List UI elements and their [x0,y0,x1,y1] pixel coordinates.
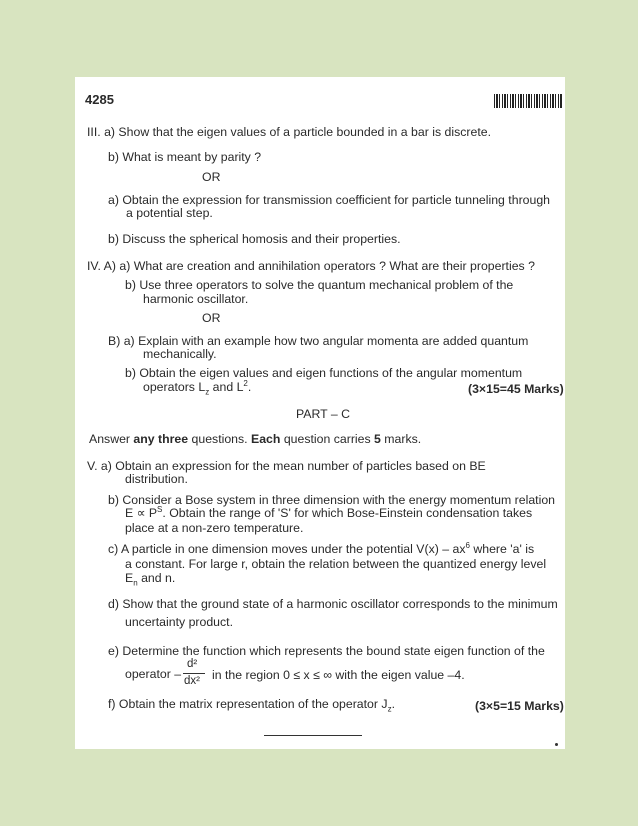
q3-alt-a-line2: a potential step. [126,206,213,220]
q4-marks: (3×15=45 Marks) [468,382,564,396]
q5-f: f) Obtain the matrix representation of the operator $J_z$. [108,697,395,714]
q4-b-line1: b) Use three operators to solve the quantum mechanical problem of the [125,278,514,292]
q5-a-line2: distribution. [125,472,188,486]
q3-or: OR [202,170,221,184]
q5-d-line1: d) Show that the ground state of a harmonic oscillator corresponds to the minimum [108,597,558,611]
part-c-title: PART – C [296,407,350,421]
q5-d-line2: uncertainty product. [125,615,234,629]
part-c-instructions: Answer any three questions. Each question carries 5 marks. [89,432,422,446]
page-number: 4285 [85,92,114,107]
end-rule [264,735,362,736]
q5-e-operator: operator – [125,667,182,681]
q5-b-line2: $E \propto P^S$. Obtain the range of 'S' for which Bose-Einstein condensation takes [125,504,533,520]
fraction-bar [183,673,205,674]
q4-Bb-line2: operators $L_z$ and $L^2$. [143,378,252,397]
barcode [494,94,563,108]
fraction-numerator: d² [187,658,198,670]
fraction-denominator: dx² [184,675,200,687]
end-dot [555,743,558,746]
q5-c-line2: a constant. For large r, obtain the relation between the quantized energy level [125,557,547,571]
q5-e-line2: in the region 0 ≤ x ≤ ∞ with the eigen value –4. [212,668,465,682]
q4-or: OR [202,311,221,325]
q4-Ba-line2: mechanically. [143,347,217,361]
q3-alt-b: b) Discuss the spherical homosis and their properties. [108,232,401,246]
q5-e-line1: e) Determine the function which represents the bound state eigen function of the [108,644,545,658]
q3-b: b) What is meant by parity ? [108,150,262,164]
q4-Ba-line1: B) a) Explain with an example how two angular momenta are added quantum [108,334,529,348]
exam-page [75,77,565,749]
q4-a: IV. A) a) What are creation and annihilation operators ? What are their properties ? [87,259,535,273]
q3-alt-a-line1: a) Obtain the expression for transmission coefficient for particle tunneling through [108,193,551,207]
q5-c-line3: $E_n$ and n. [125,571,176,588]
q5-c-line1: c) A particle in one dimension moves under the potential $V(x) - ax^6$ where 'a' is [108,540,535,556]
q4-b-line2: harmonic oscillator. [143,292,249,306]
q5-a-line1: V. a) Obtain an expression for the mean number of particles based on BE [87,459,486,473]
q3-a: III. a) Show that the eigen values of a particle bounded in a bar is discrete. [87,125,491,139]
q5-b-line3: place at a non-zero temperature. [125,521,304,535]
q4-Bb-line1: b) Obtain the eigen values and eigen functions of the angular momentum [125,366,523,380]
q5-b-line1: b) Consider a Bose system in three dimension with the energy momentum relation [108,493,555,507]
q5-marks: (3×5=15 Marks) [475,699,564,713]
